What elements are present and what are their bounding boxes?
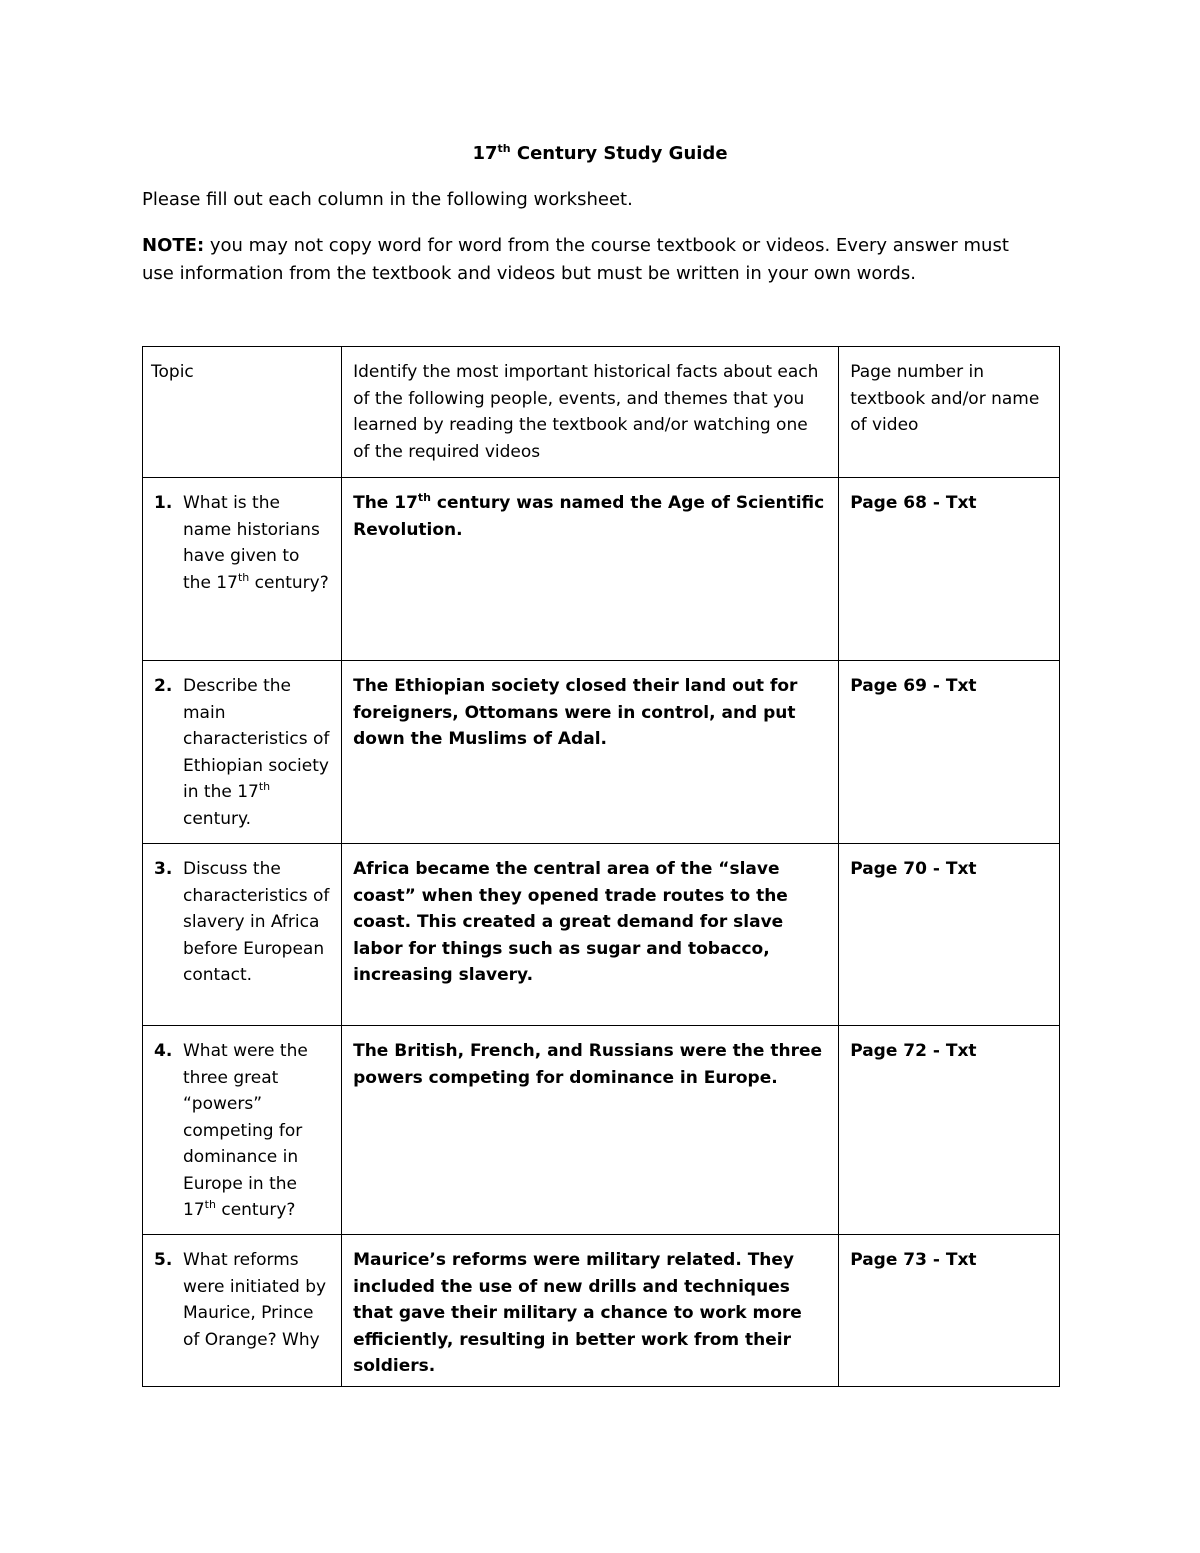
table-row: [143, 844, 1060, 1026]
page-cell: Page 68 - Txt: [839, 478, 1060, 661]
header-page: Page number in textbook and/or name of video: [839, 347, 1060, 478]
note-label: NOTE:: [142, 235, 205, 256]
table-row: [143, 1026, 1060, 1235]
question-text: Discuss the characteristics of slavery in Africa before European contact.: [183, 859, 330, 985]
question-number: 5.: [154, 1250, 173, 1270]
question-number: 4.: [154, 1041, 173, 1061]
note-text: you may not copy word for word from the course textbook or videos. Every answer must use information from the textbook and videos but must be written in your own words.: [142, 235, 1009, 284]
question-cell: [143, 844, 342, 1026]
page-cell: Page 70 - Txt: [839, 844, 1060, 1026]
page-cell: Page 72 - Txt: [839, 1026, 1060, 1235]
instructions: Please fill out each column in the following worksheet.: [142, 189, 633, 210]
question-cell: [143, 1235, 342, 1387]
question-number: 1.: [154, 493, 173, 513]
title-suffix: Century Study Guide: [510, 143, 728, 164]
question-text: What reforms were initiated by Maurice, Prince of Orange? Why: [183, 1250, 327, 1350]
answer-cell: The British, French, and Russians were the three powers competing for dominance in Europe.: [342, 1026, 839, 1235]
question-text: Describe the main characteristics of Ethiopian society in the 17th century.: [183, 676, 330, 829]
answer-cell: Africa became the central area of the “slave coast” when they opened trade routes to the coast. This created a great demand for slave labor for things such as sugar and tobacco, increasing slavery.: [342, 844, 839, 1026]
question-number: 3.: [154, 859, 173, 879]
title-prefix: 17: [472, 143, 498, 164]
note-paragraph: [142, 232, 1042, 288]
answer-cell: The Ethiopian society closed their land out for foreigners, Ottomans were in control, and put down the Muslims of Adal.: [342, 661, 839, 844]
answer-cell: The 17th century was named the Age of Scientific Revolution.: [342, 478, 839, 661]
question-cell: [143, 1026, 342, 1235]
answer-cell: Maurice’s reforms were military related. They included the use of new drills and techniques that gave their military a chance to work more efficiently, resulting in better work from their soldiers.: [342, 1235, 839, 1387]
title-superscript: th: [497, 142, 511, 155]
study-guide-table: [142, 346, 1060, 1387]
question-text: What is the name historians have given to the 17th century?: [183, 493, 329, 593]
question-cell: [143, 661, 342, 844]
question-cell: [143, 478, 342, 661]
header-facts: Identify the most important historical facts about each of the following people, events, and themes that you learned by reading the textbook and/or watching one of the required videos: [342, 347, 839, 478]
table-row: [143, 478, 1060, 661]
page-title: [0, 143, 1200, 164]
header-topic: Topic: [143, 347, 342, 478]
page-cell: Page 73 - Txt: [839, 1235, 1060, 1387]
question-text: What were the three great “powers” competing for dominance in Europe in the 17th century?: [183, 1041, 308, 1220]
question-number: 2.: [154, 676, 173, 696]
page-cell: Page 69 - Txt: [839, 661, 1060, 844]
table-row: [143, 661, 1060, 844]
table-header-row: [143, 347, 1060, 478]
table-row: [143, 1235, 1060, 1387]
